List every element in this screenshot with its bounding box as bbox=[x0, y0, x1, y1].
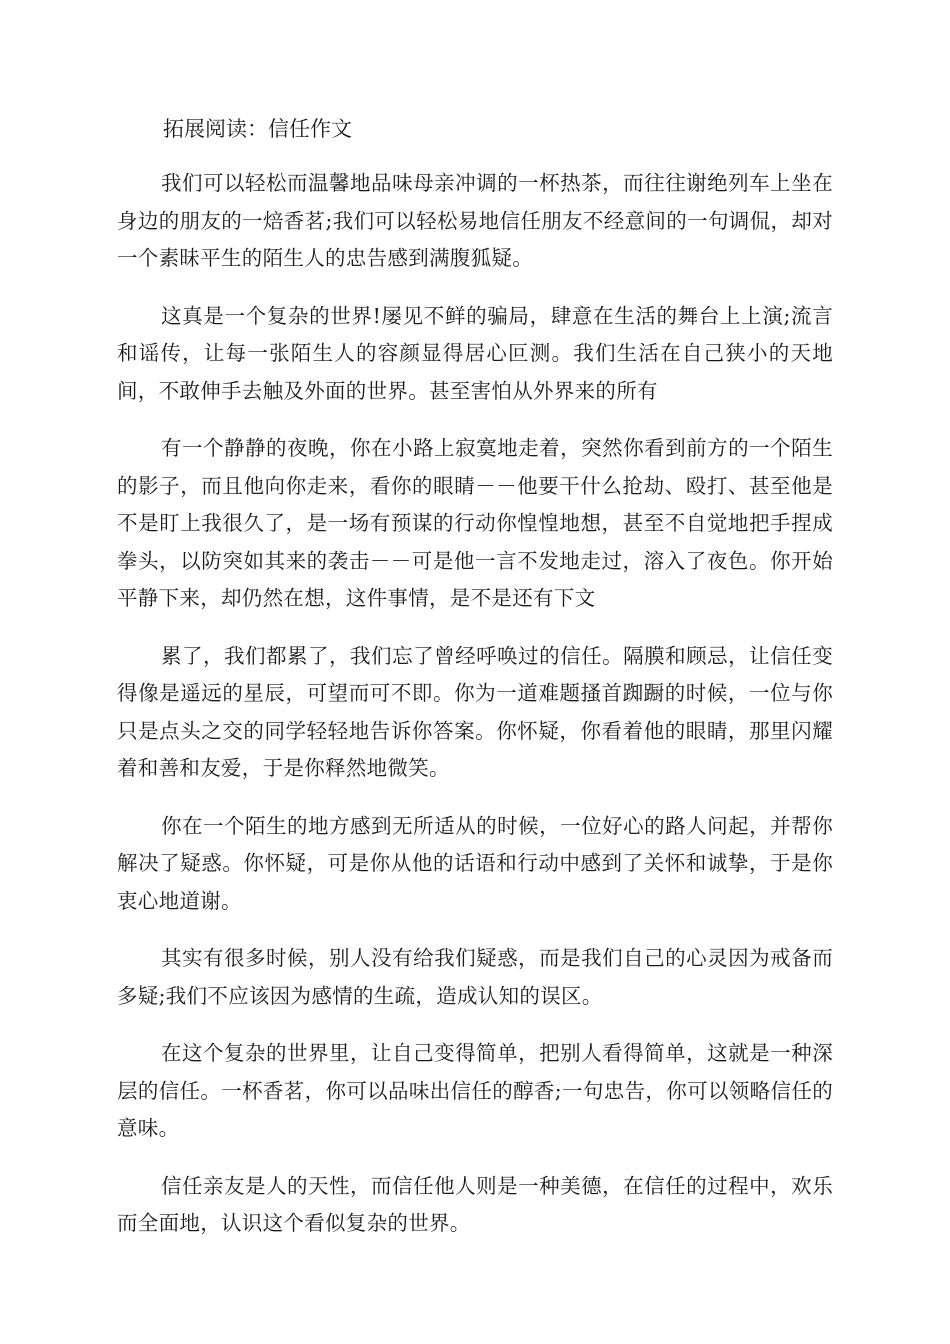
paragraph: 这真是一个复杂的世界!屡见不鲜的骗局，肆意在生活的舞台上上演;流言和谣传，让每一张陌生人的容颜显得居心叵测。我们生活在自己狭小的天地间，不敢伸手去触及外面的世界。甚至害怕从外界来的所有 bbox=[117, 303, 833, 403]
paragraph: 我们可以轻松而温馨地品味母亲冲调的一杯热茶，而往往谢绝列车上坐在身边的朋友的一焙香茗;我们可以轻松易地信任朋友不经意间的一句调侃，却对一个素昧平生的陌生人的忠告感到满腹狐疑。 bbox=[117, 171, 833, 270]
essay-body bbox=[117, 165, 833, 1263]
paragraph: 在这个复杂的世界里，让自己变得简单，把别人看得简单，这就是一种深层的信任。一杯香茗，你可以品味出信任的醇香;一句忠告，你可以领略信任的意味。 bbox=[117, 1041, 833, 1140]
document-title: 拓展阅读：信任作文 bbox=[163, 117, 352, 141]
paragraph: 信任亲友是人的天性，而信任他人则是一种美德，在信任的过程中，欢乐而全面地，认识这个看似复杂的世界。 bbox=[117, 1173, 833, 1235]
paragraph: 其实有很多时候，别人没有给我们疑惑，而是我们自己的心灵因为戒备而多疑;我们不应该因为感情的生疏，造成认知的误区。 bbox=[117, 946, 833, 1008]
paragraph: 你在一个陌生的地方感到无所适从的时候，一位好心的路人问起，并帮你解决了疑惑。你怀疑，可是你从他的话语和行动中感到了关怀和诚挚，于是你衷心地道谢。 bbox=[117, 813, 833, 913]
paragraph: 有一个静静的夜晚，你在小路上寂寞地走着，突然你看到前方的一个陌生的影子，而且他向你走来，看你的眼睛－－他要干什么抢劫、殴打、甚至他是不是盯上我很久了，是一场有预谋的行动你惶惶地想，甚至不自觉地把手捏成拳头，以防突如其来的袭击－－可是他一言不发地走过，溶入了夜色。你开始平静下来，却仍然在想，这件事情，是不是还有下文 bbox=[117, 436, 833, 610]
paragraph: 累了，我们都累了，我们忘了曾经呼唤过的信任。隔膜和顾忌，让信任变得像是遥远的星辰，可望而可不即。你为一道难题搔首踟蹰的时候，一位与你只是点头之交的同学轻轻地告诉你答案。你怀疑，你看着他的眼睛，那里闪耀着和善和友爱，于是你释然地微笑。 bbox=[117, 643, 833, 780]
